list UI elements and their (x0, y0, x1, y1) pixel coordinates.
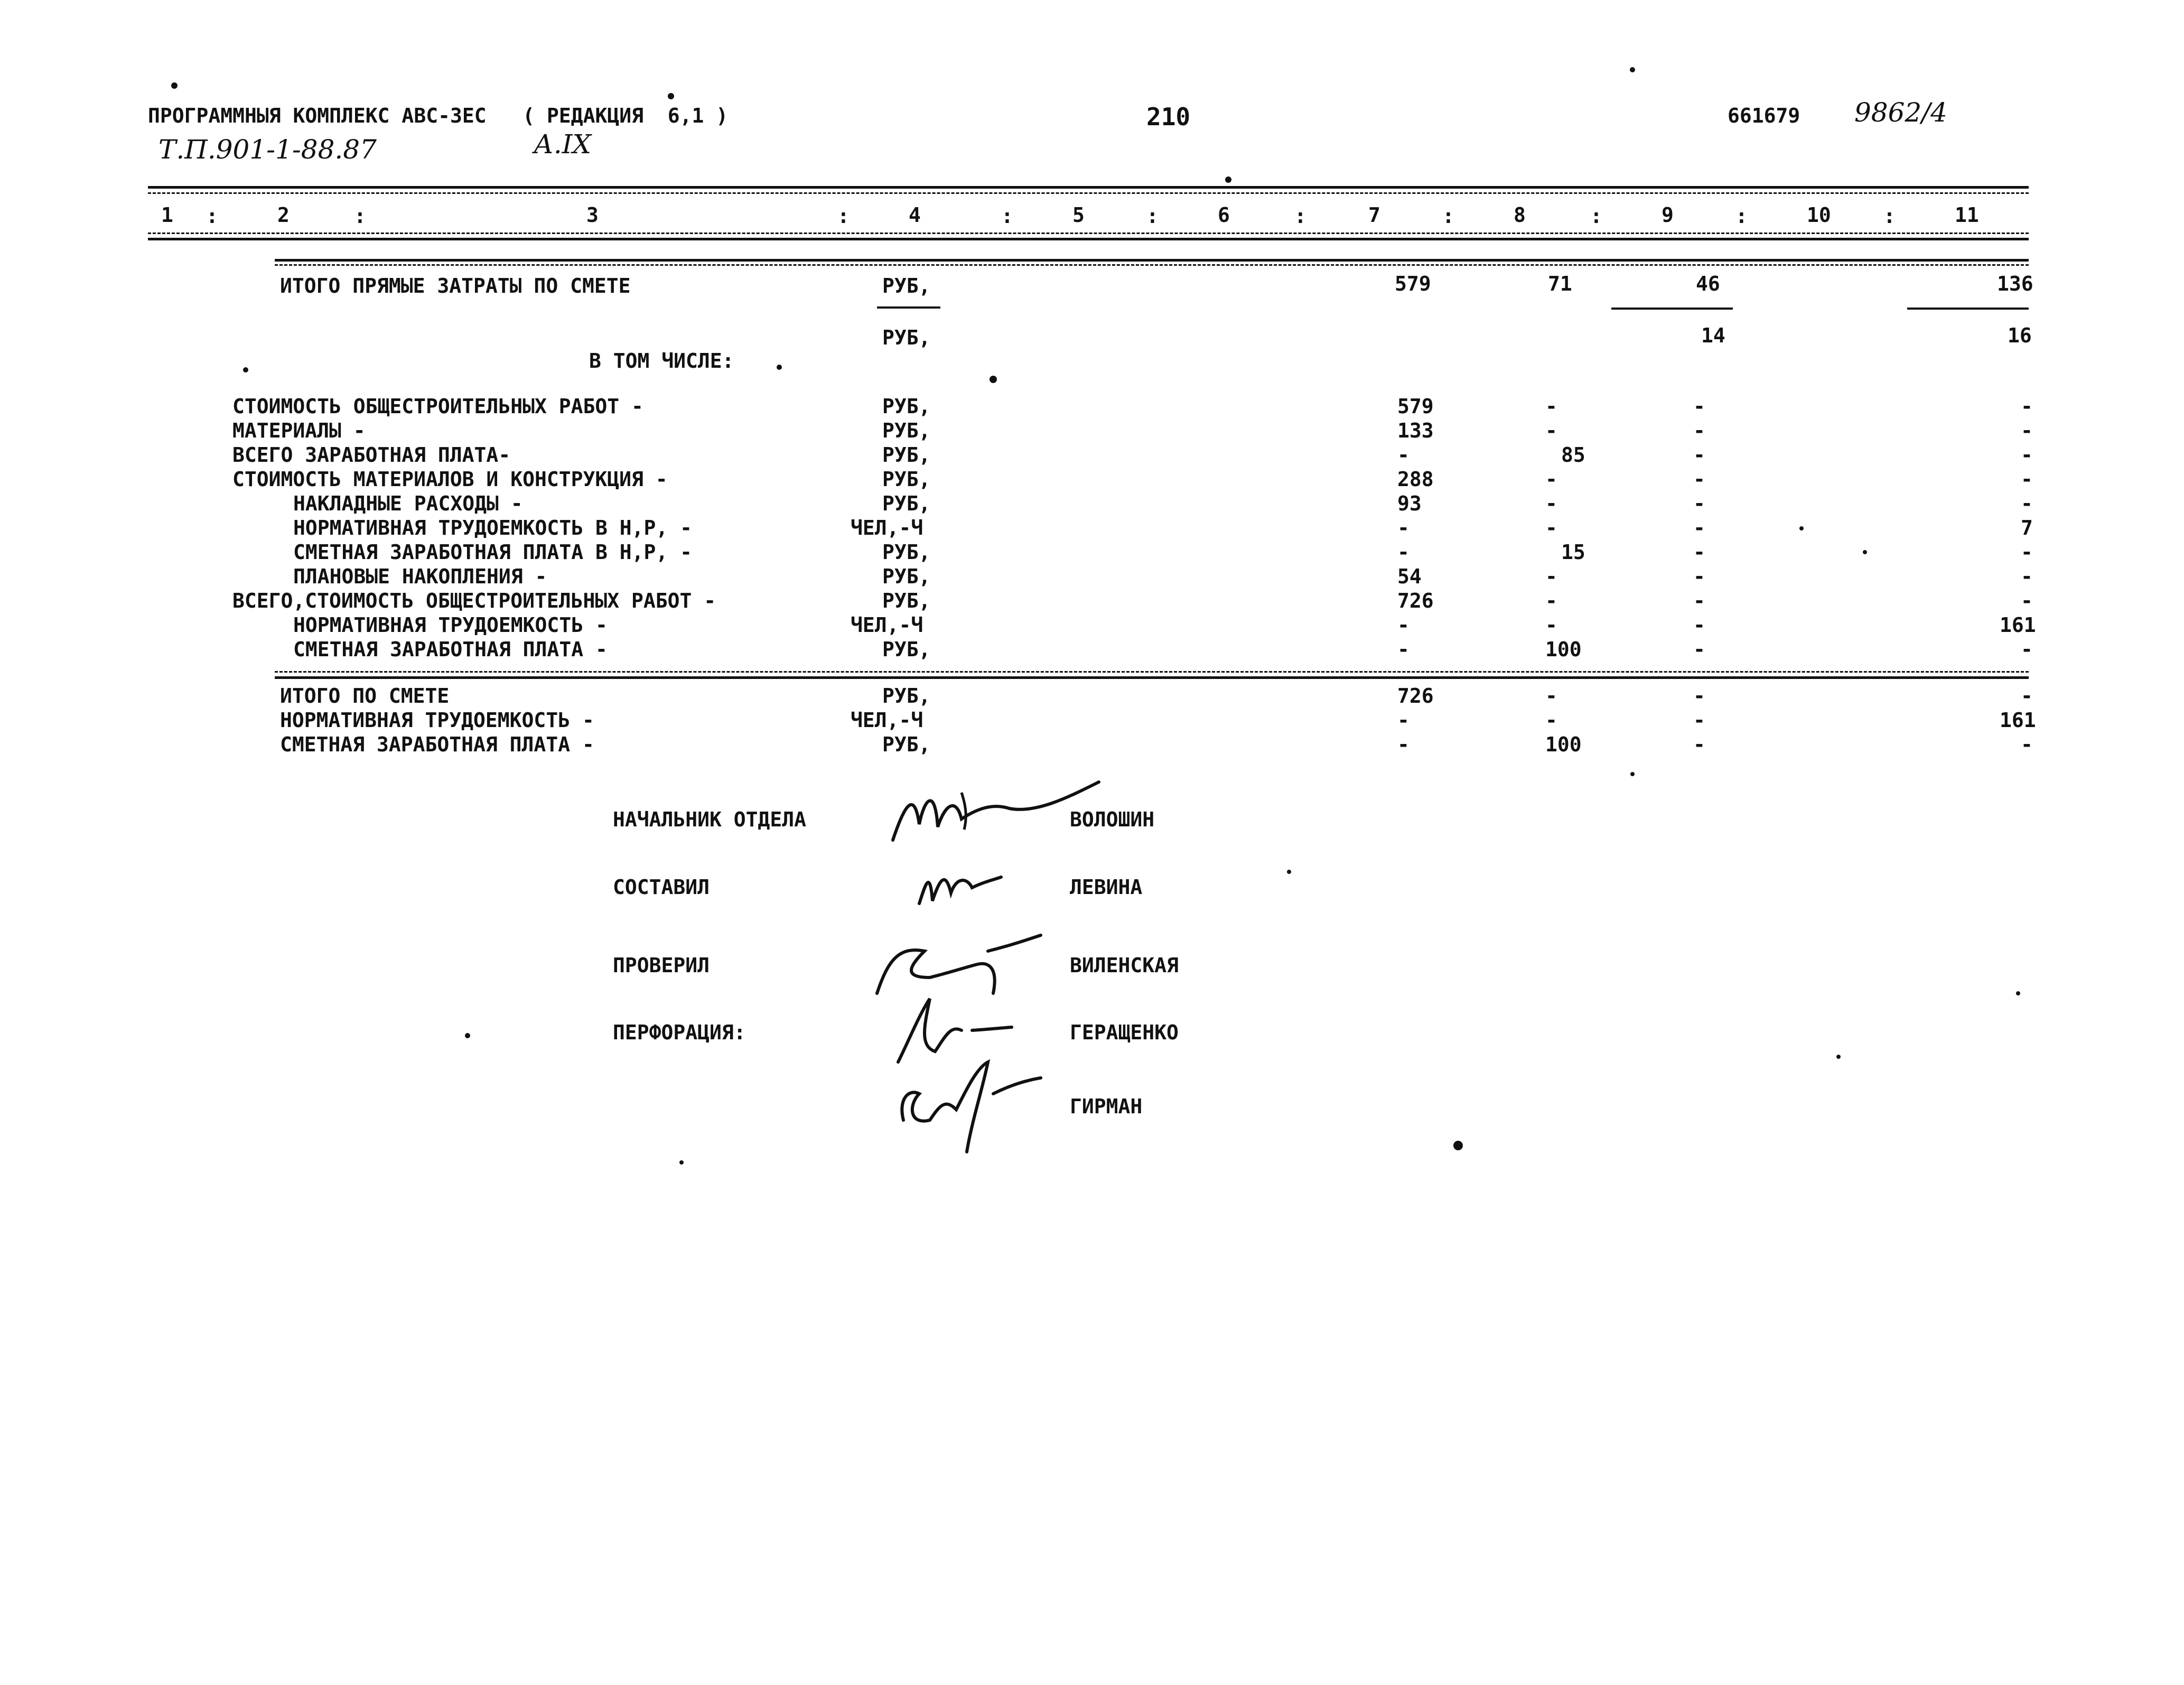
breakdown-c9: - (1693, 443, 1705, 467)
breakdown-c9: - (1693, 395, 1705, 418)
handwritten-reference: 9862/4 (1854, 97, 1947, 128)
column-separator: : (1735, 204, 1748, 228)
breakdown-c9: - (1693, 419, 1705, 442)
total-c11: - (2021, 684, 2033, 707)
breakdown-c7: - (1397, 443, 1410, 467)
breakdown-c8: - (1545, 395, 1557, 418)
total-label: СМЕТНАЯ ЗАРАБОТНАЯ ПЛАТА - (280, 733, 594, 756)
signature-role: СОСТАВИЛ (613, 876, 710, 899)
breakdown-c7: - (1397, 541, 1410, 564)
total-c8: - (1545, 684, 1557, 707)
breakdown-c9: - (1693, 492, 1705, 515)
signature-name: ГИРМАН (1070, 1095, 1143, 1118)
breakdown-c9: - (1693, 565, 1705, 588)
total-c9: - (1693, 709, 1705, 732)
column-separator: : (837, 204, 850, 228)
breakdown-label: СМЕТНАЯ ЗАРАБОТНАЯ ПЛАТА В Н,Р, - (293, 541, 692, 564)
column-separator: : (1294, 204, 1306, 228)
breakdown-unit: РУБ, (882, 565, 931, 588)
total-direct-label: ИТОГО ПРЯМЫЕ ЗАТРАТЫ ПО СМЕТЕ (280, 274, 631, 297)
breakdown-c9: - (1693, 613, 1705, 637)
breakdown-c8: 15 (1561, 541, 1585, 564)
total-unit: ЧЕЛ,-Ч (851, 709, 923, 732)
document-code: 661679 (1728, 104, 1800, 127)
breakdown-c11: 161 (2000, 613, 2036, 637)
breakdown-c8: - (1545, 492, 1557, 515)
total-c9: - (1693, 684, 1705, 707)
breakdown-unit: РУБ, (882, 541, 931, 564)
breakdown-c8: 85 (1561, 443, 1585, 467)
total-label: ИТОГО ПО СМЕТЕ (280, 684, 450, 707)
total-c8: - (1545, 709, 1557, 732)
breakdown-label: НАКЛАДНЫЕ РАСХОДЫ - (293, 492, 523, 515)
breakdown-c11: - (2021, 443, 2033, 467)
column-number-7: 7 (1368, 203, 1380, 227)
total-direct-col9-secondary: 14 (1701, 324, 1725, 347)
breakdown-c7: - (1397, 638, 1410, 661)
including-label: В ТОМ ЧИСЛЕ: (589, 349, 734, 373)
breakdown-c11: - (2021, 395, 2033, 418)
total-direct-col8: 71 (1548, 272, 1572, 295)
breakdown-c8: - (1545, 613, 1557, 637)
breakdown-c11: - (2021, 589, 2033, 612)
breakdown-unit: РУБ, (882, 492, 931, 515)
column-number-6: 6 (1218, 203, 1230, 227)
breakdown-c11: - (2021, 638, 2033, 661)
breakdown-label: НОРМАТИВНАЯ ТРУДОЕМКОСТЬ В Н,Р, - (293, 516, 692, 539)
breakdown-c7: 579 (1397, 395, 1434, 418)
breakdown-c9: - (1693, 638, 1705, 661)
signature-name: ЛЕВИНА (1070, 876, 1143, 899)
breakdown-label: СТОИМОСТЬ ОБЩЕСТРОИТЕЛЬНЫХ РАБОТ - (232, 395, 643, 418)
total-direct-col11: 136 (1997, 272, 2033, 295)
breakdown-c7: - (1397, 516, 1410, 539)
breakdown-c7: 54 (1397, 565, 1422, 588)
total-direct-col9: 46 (1696, 272, 1720, 295)
breakdown-c7: 133 (1397, 419, 1434, 442)
breakdown-unit: РУБ, (882, 395, 931, 418)
column-number-1: 1 (161, 203, 173, 227)
total-c9: - (1693, 733, 1705, 756)
breakdown-c11: - (2021, 419, 2033, 442)
signature-name: ВОЛОШИН (1070, 808, 1155, 831)
breakdown-unit: РУБ, (882, 589, 931, 612)
total-label: НОРМАТИВНАЯ ТРУДОЕМКОСТЬ - (280, 709, 594, 732)
breakdown-label: СТОИМОСТЬ МАТЕРИАЛОВ И КОНСТРУКЦИЯ - (232, 468, 668, 491)
breakdown-c8: - (1545, 565, 1557, 588)
column-number-10: 10 (1807, 203, 1831, 227)
breakdown-label: НОРМАТИВНАЯ ТРУДОЕМКОСТЬ - (293, 613, 608, 637)
column-separator: : (1146, 204, 1159, 228)
breakdown-unit: РУБ, (882, 638, 931, 661)
column-separator: : (1442, 204, 1454, 228)
breakdown-label: ВСЕГО ЗАРАБОТНАЯ ПЛАТА- (232, 443, 511, 467)
column-number-11: 11 (1955, 203, 1979, 227)
breakdown-c9: - (1693, 541, 1705, 564)
total-direct-unit: РУБ, (882, 274, 931, 297)
signature-role: НАЧАЛЬНИК ОТДЕЛА (613, 808, 807, 831)
signature-role: ПЕРФОРАЦИЯ: (613, 1021, 746, 1044)
handwritten-project-code: Т.П.901-1-88.87 (158, 134, 377, 165)
breakdown-c11: 7 (2021, 516, 2033, 539)
breakdown-unit: РУБ, (882, 419, 931, 442)
breakdown-unit: ЧЕЛ,-Ч (851, 516, 923, 539)
column-number-5: 5 (1072, 203, 1085, 227)
column-number-3: 3 (586, 203, 599, 227)
breakdown-c7: - (1397, 613, 1410, 637)
breakdown-c7: 93 (1397, 492, 1422, 515)
column-separator: : (1883, 204, 1896, 228)
signature-name: ГЕРАЩЕНКО (1070, 1021, 1179, 1044)
breakdown-c9: - (1693, 589, 1705, 612)
breakdown-c9: - (1693, 468, 1705, 491)
breakdown-c11: - (2021, 492, 2033, 515)
column-number-2: 2 (277, 203, 290, 227)
breakdown-c8: - (1545, 419, 1557, 442)
breakdown-label: СМЕТНАЯ ЗАРАБОТНАЯ ПЛАТА - (293, 638, 608, 661)
column-separator: : (1590, 204, 1602, 228)
total-c7: - (1397, 733, 1410, 756)
breakdown-c8: 100 (1545, 638, 1582, 661)
breakdown-unit: ЧЕЛ,-Ч (851, 613, 923, 637)
column-number-9: 9 (1662, 203, 1674, 227)
breakdown-c11: - (2021, 565, 2033, 588)
breakdown-c9: - (1693, 516, 1705, 539)
program-title: ПРОГРАММНЫЯ КОМПЛЕКС АВС-ЗЕС ( РЕДАКЦИЯ 6,1 ) (148, 104, 729, 127)
total-unit: РУБ, (882, 733, 931, 756)
total-c11: - (2021, 733, 2033, 756)
signature-name: ВИЛЕНСКАЯ (1070, 954, 1179, 977)
total-unit: РУБ, (882, 684, 931, 707)
total-c11: 161 (2000, 709, 2036, 732)
breakdown-c11: - (2021, 541, 2033, 564)
total-direct-col7: 579 (1395, 272, 1431, 295)
breakdown-label: ВСЕГО,СТОИМОСТЬ ОБЩЕСТРОИТЕЛЬНЫХ РАБОТ - (232, 589, 716, 612)
total-c7: 726 (1397, 684, 1434, 707)
total-c8: 100 (1545, 733, 1582, 756)
breakdown-unit: РУБ, (882, 468, 931, 491)
column-number-8: 8 (1514, 203, 1526, 227)
breakdown-unit: РУБ, (882, 443, 931, 467)
breakdown-c8: - (1545, 468, 1557, 491)
handwritten-sheet-mark: А.IX (534, 129, 592, 160)
column-separator: : (354, 204, 366, 228)
column-separator: : (206, 204, 218, 228)
column-separator: : (1001, 204, 1013, 228)
breakdown-c11: - (2021, 468, 2033, 491)
breakdown-label: ПЛАНОВЫЕ НАКОПЛЕНИЯ - (293, 565, 547, 588)
column-number-4: 4 (909, 203, 921, 227)
signature-role: ПРОВЕРИЛ (613, 954, 710, 977)
page-number: 210 (1146, 103, 1191, 131)
total-direct-col11-secondary: 16 (2008, 324, 2032, 347)
breakdown-c7: 288 (1397, 468, 1434, 491)
total-direct-unit-secondary: РУБ, (882, 326, 931, 349)
breakdown-c8: - (1545, 516, 1557, 539)
total-c7: - (1397, 709, 1410, 732)
breakdown-label: МАТЕРИАЛЫ - (232, 419, 366, 442)
breakdown-c7: 726 (1397, 589, 1434, 612)
breakdown-c8: - (1545, 589, 1557, 612)
